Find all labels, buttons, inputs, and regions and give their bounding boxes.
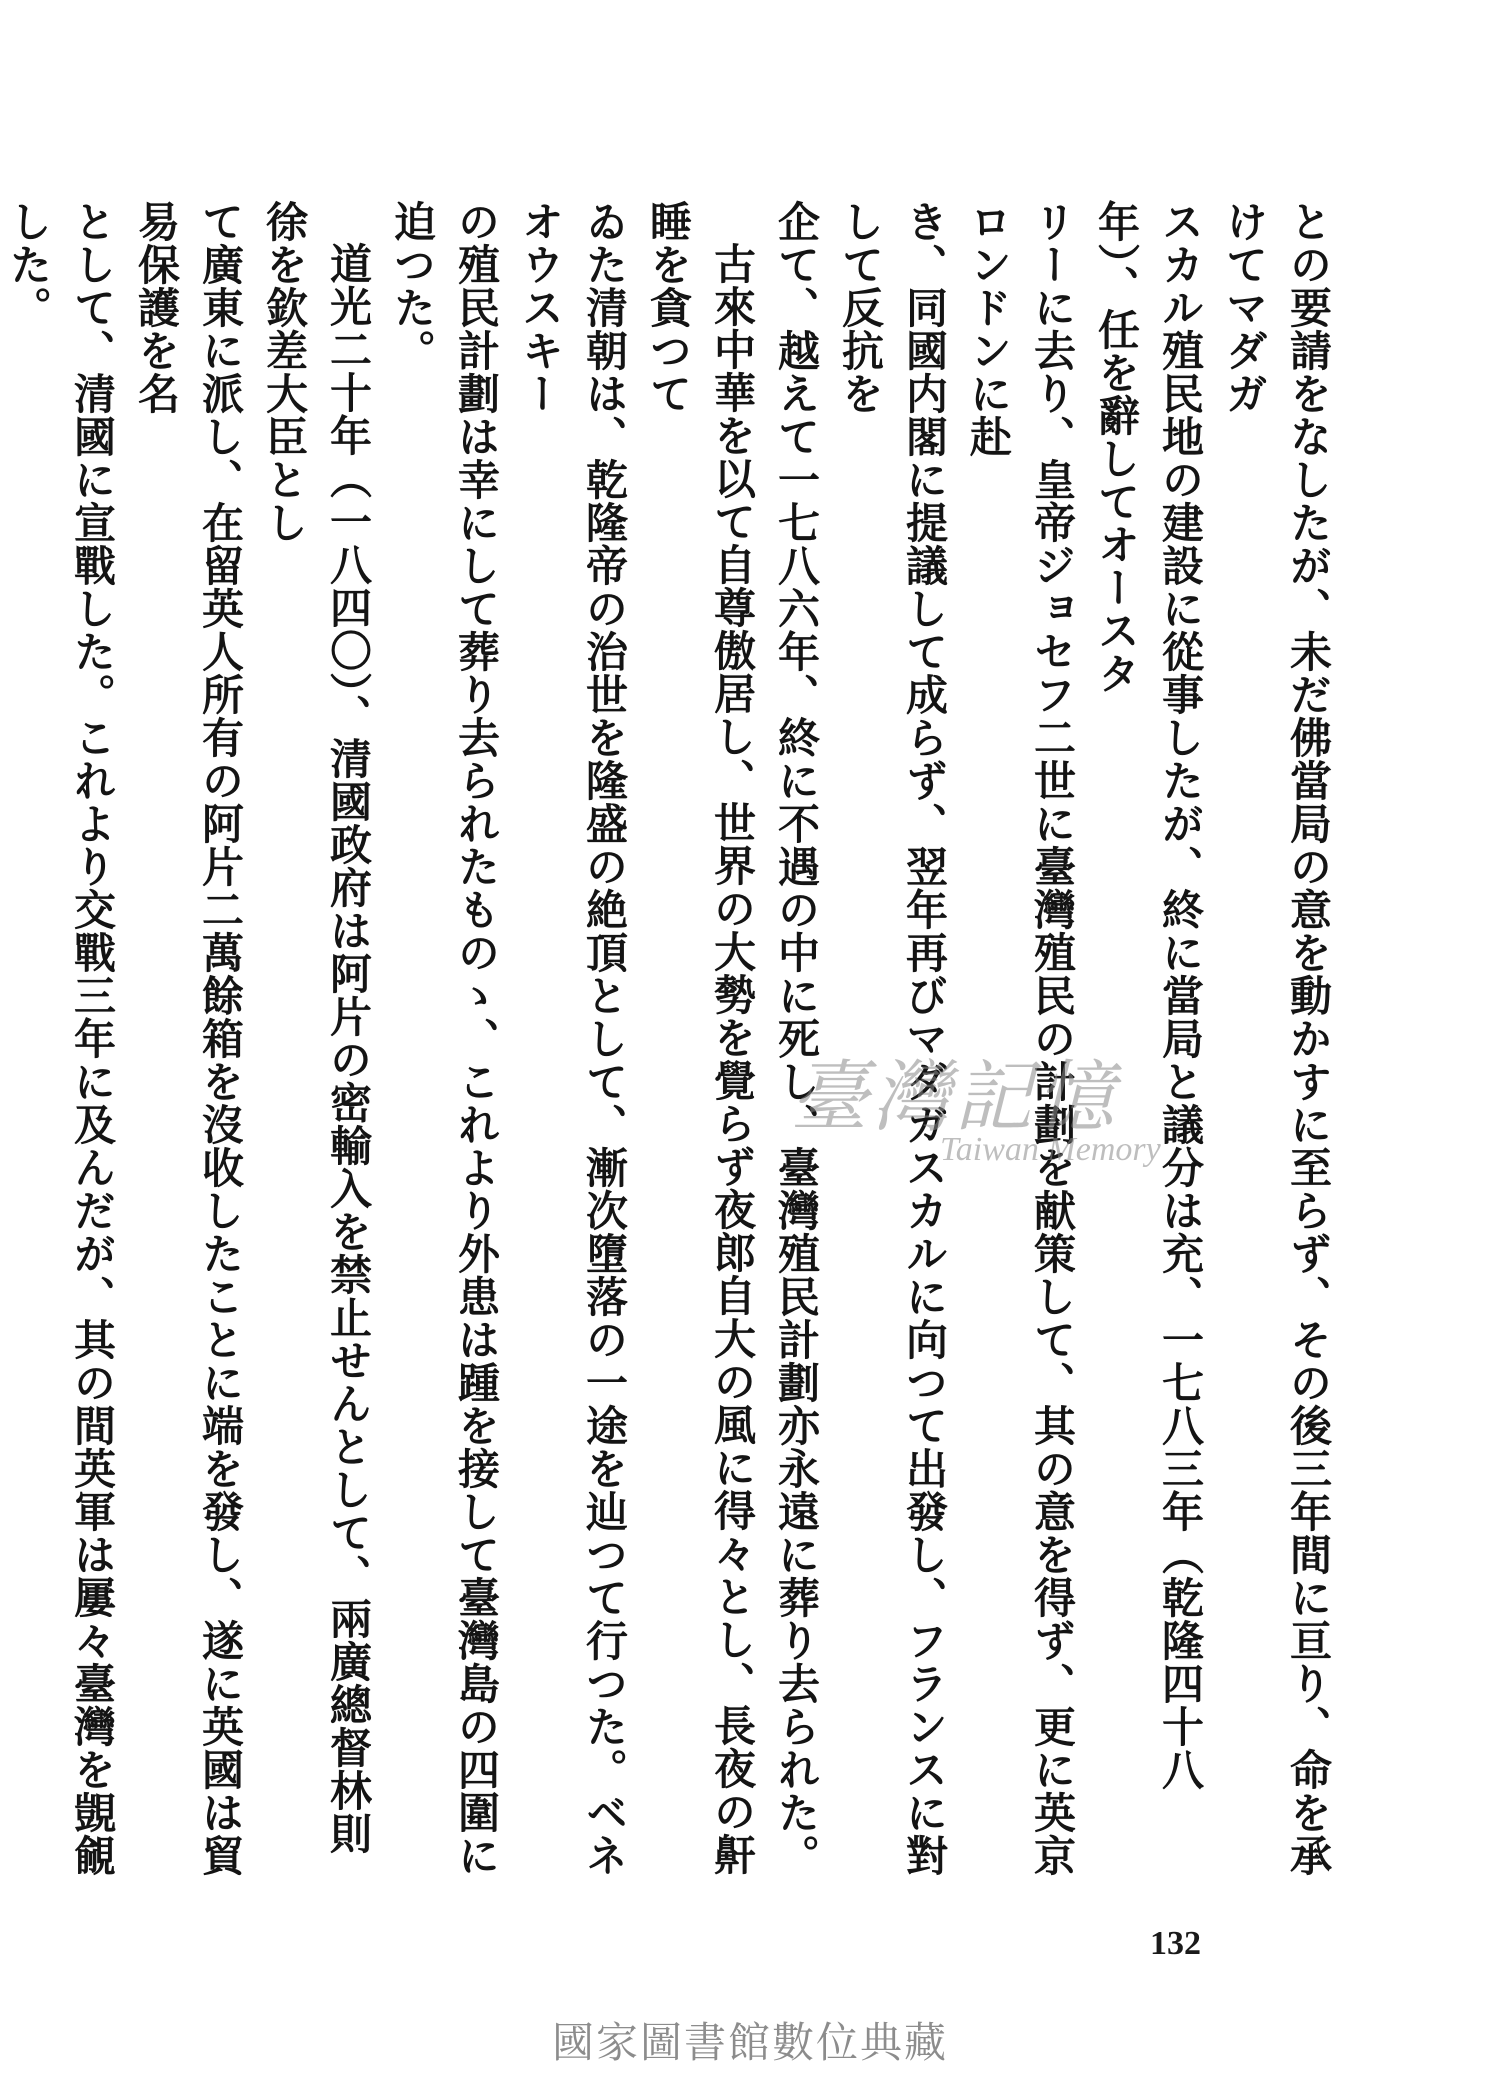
text-paragraph: との要請をなしたが、未だ佛當局の意を動かすに至らず、その後三年間に亘り、命を承けてマダガ <box>1220 200 1333 1877</box>
watermark-title: 臺灣記憶 <box>790 1053 1119 1143</box>
text-paragraph: き、同國内閣に提議して成らず、翌年再びマダガスカルに向つて出發し、フランスに對して反抗を <box>836 200 949 1877</box>
text-paragraph: として、清國に宣戰した。これより交戰三年に及んだが、其の間英軍は屢々臺灣を覬覦した。 <box>4 200 117 1877</box>
text-paragraph: 道光二十年（一八四〇）、清國政府は阿片の密輸入を禁止せんとして、兩廣總督林則徐を欽差大臣とし <box>260 200 373 1855</box>
watermark-subtitle: Taiwan Memory <box>940 1131 1161 1168</box>
text-paragraph: スカル殖民地の建設に從事したが、終に當局と議分は充、一七八三年（乾隆四十八年）、任を辭してオースタ <box>1092 200 1205 1791</box>
text-paragraph: の殖民計劃は幸にして葬り去られたものゝ、これより外患は踵を接して臺灣島の四圍に迫つた。 <box>388 200 501 1877</box>
text-paragraph: て廣東に派し、在留英人所有の阿片二萬餘箱を沒收したことに端を發し、遂に英國は貿易保護を名 <box>132 200 245 1877</box>
text-paragraph: 古來中華を以て自尊傲居し、世界の大勢を覺らず夜郎自大の風に得々とし、長夜の鼾睡を貪つて <box>644 200 757 1876</box>
text-paragraph: リーに去り、皇帝ジョセフ二世に臺灣殖民の計劃を献策して、其の意を得ず、更に英京ロンドンに赴 <box>964 200 1077 1877</box>
text-paragraph: ゐた清朝は、乾隆帝の治世を隆盛の絶頂として、漸次墮落の一途を辿つて行つた。ベネオウスキー <box>516 200 629 1877</box>
text-paragraph: 企て、越えて一七八六年、終に不遇の中に死し、臺灣殖民計劃亦永遠に葬り去られた。 <box>772 200 821 1877</box>
footer-credit: 國家圖書館數位典藏 <box>551 2018 948 2067</box>
page-number: 132 <box>1150 1925 1201 1962</box>
watermark-logo <box>790 1035 1210 1185</box>
